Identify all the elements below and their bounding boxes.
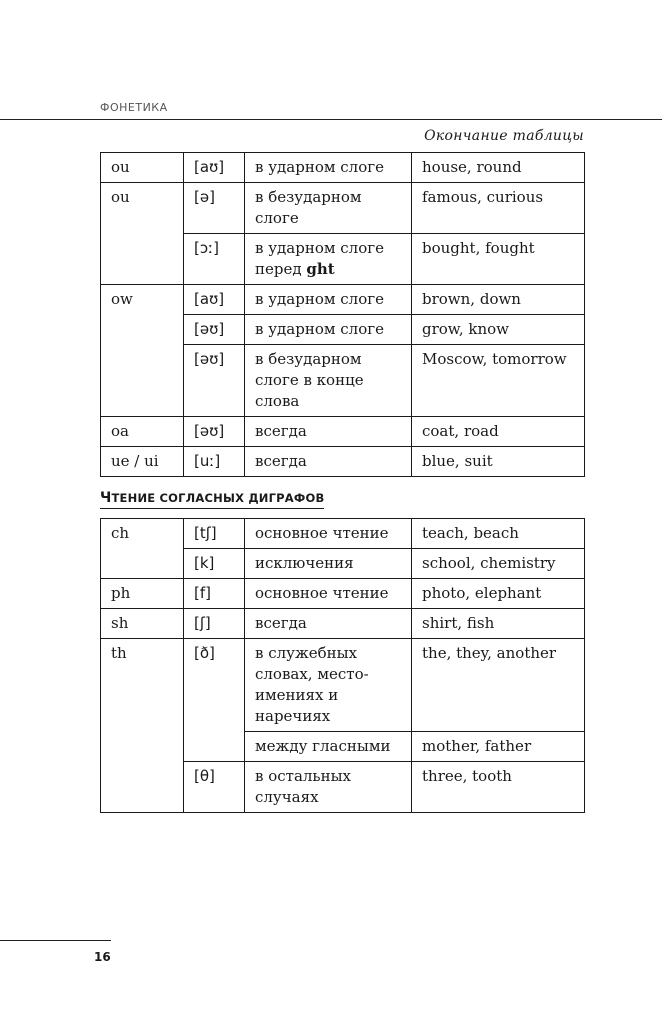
rule-cell: основное чтение [245, 579, 412, 609]
table-row [101, 153, 585, 183]
example-cell: brown, down [412, 285, 585, 315]
letters-cell: oa [101, 417, 184, 447]
sound-cell: [k] [184, 549, 245, 579]
letters-cell: ou [101, 153, 184, 183]
rule-cell [245, 234, 412, 285]
rule-cell: в служебных словах, место-имениях и наречиях [245, 639, 412, 732]
example-cell: famous, curious [412, 183, 585, 234]
footer-rule [0, 940, 111, 941]
table-row [101, 609, 585, 639]
sound-cell: [f] [184, 579, 245, 609]
table-row [101, 285, 585, 315]
example-cell: Moscow, tomorrow [412, 345, 585, 417]
example-cell: grow, know [412, 315, 585, 345]
example-cell: bought, fought [412, 234, 585, 285]
rule-cell: в безударном слоге [245, 183, 412, 234]
example-cell: school, chemistry [412, 549, 585, 579]
table-row [101, 579, 585, 609]
table-row [101, 417, 585, 447]
letters-cell: ch [101, 519, 184, 579]
rule-cell: в ударном слоге [245, 153, 412, 183]
example-cell: house, round [412, 153, 585, 183]
rule-cell: основное чтение [245, 519, 412, 549]
sound-cell: [əʊ] [184, 417, 245, 447]
rule-bold-text: ght [306, 260, 335, 278]
example-cell: three, tooth [412, 762, 585, 813]
running-header: ФОНЕТИКА [100, 101, 168, 114]
rule-cell: исключения [245, 549, 412, 579]
sound-cell: [əʊ] [184, 345, 245, 417]
letters-cell: ph [101, 579, 184, 609]
sound-cell: [ə] [184, 183, 245, 234]
page-number: 16 [94, 950, 111, 964]
sound-cell: [uː] [184, 447, 245, 477]
sound-cell: [θ] [184, 762, 245, 813]
table-row [101, 183, 585, 234]
example-cell: shirt, fish [412, 609, 585, 639]
vowel-combinations-table [100, 152, 585, 477]
example-cell: coat, road [412, 417, 585, 447]
rule-cell: в ударном слоге [245, 315, 412, 345]
header-rule [0, 119, 662, 120]
section-heading-initial: Ч [100, 490, 112, 506]
sound-cell: [ʃ] [184, 609, 245, 639]
sound-cell: [tʃ] [184, 519, 245, 549]
consonant-digraphs-table [100, 518, 585, 813]
sound-cell: [ð] [184, 639, 245, 762]
example-cell: mother, father [412, 732, 585, 762]
section-heading [100, 490, 324, 509]
rule-cell: всегда [245, 417, 412, 447]
rule-cell: в безударном слоге в конце слова [245, 345, 412, 417]
sound-cell: [ɔː] [184, 234, 245, 285]
letters-cell: ow [101, 285, 184, 417]
sound-cell: [aʊ] [184, 153, 245, 183]
example-cell: the, they, another [412, 639, 585, 732]
table-row [101, 447, 585, 477]
table-row [101, 639, 585, 732]
rule-cell: между гласными [245, 732, 412, 762]
example-cell: photo, elephant [412, 579, 585, 609]
rule-cell: в ударном слоге [245, 285, 412, 315]
rule-cell: всегда [245, 609, 412, 639]
letters-cell: ue / ui [101, 447, 184, 477]
table-continued-label: Окончание таблицы [424, 128, 584, 144]
section-heading-rest: ТЕНИЕ СОГЛАСНЫХ ДИГРАФОВ [111, 491, 325, 505]
rule-cell: в остальных случаях [245, 762, 412, 813]
sound-cell: [aʊ] [184, 285, 245, 315]
rule-text: в ударном слоге перед [255, 239, 384, 278]
letters-cell: ou [101, 183, 184, 285]
letters-cell: sh [101, 609, 184, 639]
example-cell: blue, suit [412, 447, 585, 477]
table-row [101, 519, 585, 549]
sound-cell: [əʊ] [184, 315, 245, 345]
rule-cell: всегда [245, 447, 412, 477]
example-cell: teach, beach [412, 519, 585, 549]
letters-cell: th [101, 639, 184, 813]
